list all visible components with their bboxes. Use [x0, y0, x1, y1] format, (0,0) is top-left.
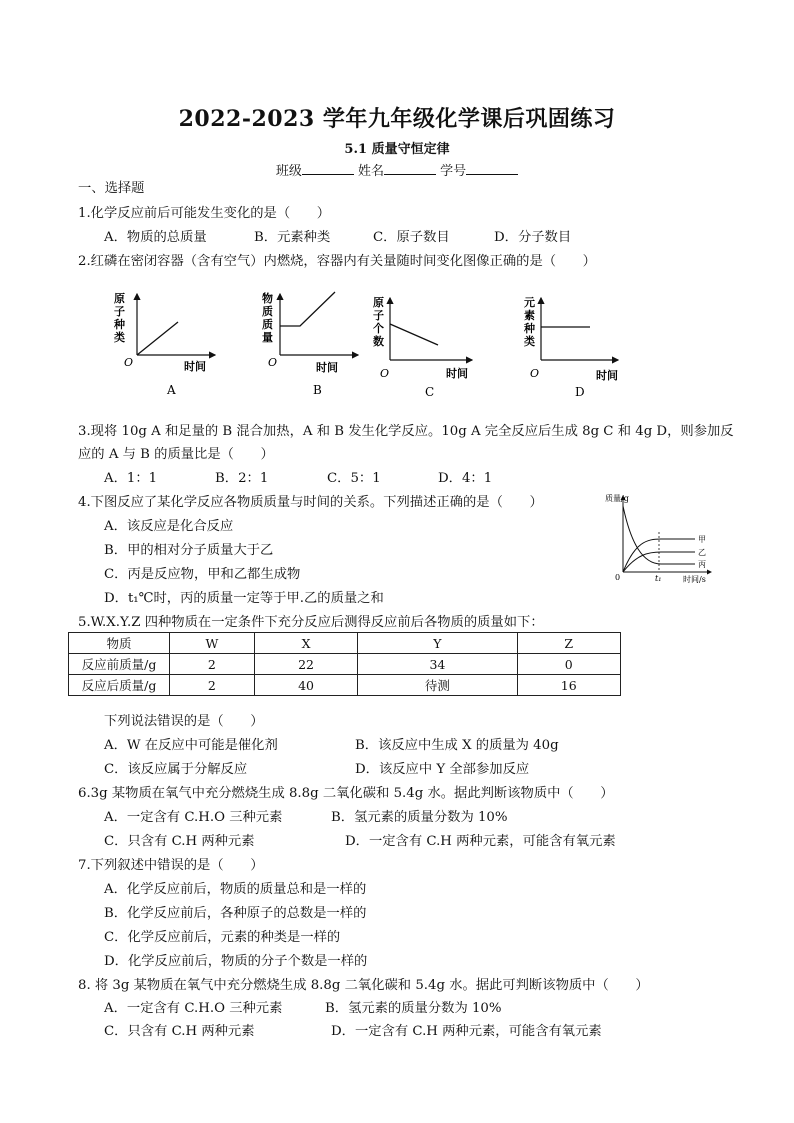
q2-stem: 2.红磷在密闭容器（含有空气）内燃烧，容器内有关量随时间变化图像正确的是（ ）	[78, 254, 596, 269]
table-cell: 反应前质量/g	[69, 654, 170, 675]
q4-chart-ylabel: 质量/g	[605, 494, 629, 503]
q1-option-c[interactable]: C．原子数目	[373, 230, 450, 245]
series-yi-label: 乙	[698, 548, 706, 557]
table-header-cell: 物质	[69, 633, 170, 654]
table-cell: 16	[517, 675, 621, 696]
name-label: 姓名	[357, 164, 384, 179]
graph-a-line	[137, 322, 178, 355]
q4-chart-xlabel: 时间/s	[683, 575, 706, 584]
graph-d-ylabel-2: 素	[524, 309, 535, 322]
graph-c-origin: O	[380, 367, 390, 380]
table-cell: 34	[358, 654, 517, 675]
graph-b[interactable]	[262, 291, 358, 397]
graph-a-ylabel-1: 原	[114, 292, 125, 305]
table-cell: 40	[254, 675, 357, 696]
series-bing-label: 丙	[698, 560, 706, 569]
q3-option-a[interactable]: A．1：1	[104, 471, 158, 486]
graph-d-ylabel-4: 类	[524, 335, 535, 348]
q4-option-a[interactable]: A．该反应是化合反应	[104, 519, 234, 534]
q7-stem: 7.下列叙述中错误的是（ ）	[78, 858, 264, 873]
q7-option-b[interactable]: B．化学反应前后，各种原子的总数是一样的	[104, 906, 367, 921]
q3-stem-line2: 应的 A 与 B 的质量比是（ ）	[78, 447, 274, 462]
graph-d[interactable]	[523, 295, 618, 399]
graph-c-ylabel-3: 个	[373, 322, 384, 335]
table-cell: 22	[254, 654, 357, 675]
q5-prompt: 下列说法错误的是（ ）	[104, 714, 264, 729]
graph-b-ylabel-2: 质	[262, 305, 273, 318]
q2-graphs	[0, 284, 794, 424]
id-blank[interactable]	[466, 162, 518, 175]
q4-chart-t1: t₁	[655, 574, 662, 583]
q1-option-b[interactable]: B．元素种类	[254, 230, 331, 245]
graph-d-ylabel-1: 元	[524, 296, 535, 309]
q3-stem-line1: 3.现将 10g A 和足量的 B 混合加热，A 和 B 发生化学反应。10g A 完全反应后生成 8g C 和 4g D，则参加反	[78, 424, 734, 439]
graph-d-origin: O	[530, 367, 540, 380]
q7-option-d[interactable]: D．化学反应前后，物质的分子个数是一样的	[104, 954, 368, 969]
q5-table	[68, 632, 621, 696]
table-cell: 待测	[358, 675, 517, 696]
q5-option-b[interactable]: B．该反应中生成 X 的质量为 40g	[355, 738, 559, 753]
q4-chart	[605, 492, 715, 587]
id-label: 学号	[440, 164, 467, 179]
section-heading: 一、选择题	[78, 181, 145, 196]
graph-b-xlabel: 时间	[316, 361, 338, 374]
graph-c-ylabel-4: 数	[373, 335, 384, 348]
table-row	[69, 654, 621, 675]
graph-a-ylabel-2: 子	[114, 305, 125, 318]
graph-a[interactable]	[113, 291, 215, 397]
graph-b-ylabel-1: 物	[262, 292, 273, 305]
q1-option-d[interactable]: D．分子数目	[494, 230, 572, 245]
q7-option-a[interactable]: A．化学反应前后，物质的质量总和是一样的	[104, 882, 367, 897]
student-info-line	[0, 160, 794, 179]
table-cell: 2	[170, 675, 255, 696]
class-label: 班级	[275, 164, 302, 179]
table-header-cell: X	[254, 633, 357, 654]
graph-a-origin: O	[124, 356, 134, 369]
q8-stem: 8. 将 3g 某物质在氧气中充分燃烧生成 8.8g 二氧化碳和 5.4g 水。据此可判断该物质中（ ）	[78, 978, 649, 993]
class-blank[interactable]	[302, 162, 354, 175]
q8-option-b[interactable]: B．氢元素的质量分数为 10%	[325, 1001, 502, 1016]
table-cell: 反应后质量/g	[69, 675, 170, 696]
graph-b-origin: O	[268, 356, 278, 369]
graph-c[interactable]	[373, 295, 472, 399]
graph-a-ylabel-3: 种	[114, 318, 125, 331]
graph-d-ylabel-3: 种	[524, 322, 535, 335]
q8-option-a[interactable]: A．一定含有 C.H.O 三种元素	[104, 1001, 283, 1016]
graph-a-ylabel-4: 类	[114, 331, 125, 344]
q7-option-c[interactable]: C．化学反应前后，元素的种类是一样的	[104, 930, 341, 945]
q6-option-c[interactable]: C．只含有 C.H 两种元素	[104, 834, 255, 849]
q5-option-a[interactable]: A．W 在反应中可能是催化剂	[104, 738, 278, 753]
q5-option-c[interactable]: C．该反应属于分解反应	[104, 762, 248, 777]
q6-option-a[interactable]: A．一定含有 C.H.O 三种元素	[104, 810, 283, 825]
page-title: 2022-2023 学年九年级化学课后巩固练习	[178, 106, 616, 132]
q4-chart-origin: 0	[615, 573, 621, 582]
graph-b-caption: B	[313, 383, 322, 397]
q4-option-c[interactable]: C．丙是反应物，甲和乙都生成物	[104, 567, 301, 582]
table-cell: 2	[170, 654, 255, 675]
graph-b-line	[280, 292, 335, 326]
q3-option-b[interactable]: B．2：1	[215, 471, 269, 486]
q1-stem: 1.化学反应前后可能发生变化的是（ ）	[78, 206, 331, 221]
series-bing-line	[623, 506, 695, 564]
q6-option-b[interactable]: B．氢元素的质量分数为 10%	[331, 810, 508, 825]
q8-option-d[interactable]: D．一定含有 C.H 两种元素，可能含有氧元素	[331, 1024, 602, 1039]
graph-c-ylabel-2: 子	[373, 309, 384, 322]
graph-a-xlabel: 时间	[184, 360, 206, 373]
graph-b-ylabel-4: 量	[262, 331, 273, 344]
table-header-cell: W	[170, 633, 255, 654]
q8-option-c[interactable]: C．只含有 C.H 两种元素	[104, 1024, 255, 1039]
q1-option-a[interactable]: A．物质的总质量	[104, 230, 207, 245]
q3-option-d[interactable]: D．4：1	[438, 471, 493, 486]
q5-option-d[interactable]: D．该反应中 Y 全部参加反应	[355, 762, 530, 777]
q3-option-c[interactable]: C．5：1	[327, 471, 381, 486]
series-jia-line	[623, 539, 695, 572]
series-jia-label: 甲	[698, 535, 706, 544]
q4-option-d[interactable]: D．t₁℃时，丙的质量一定等于甲.乙的质量之和	[104, 591, 384, 606]
graph-a-caption: A	[167, 383, 176, 397]
table-header-cell: Z	[517, 633, 621, 654]
q5-stem: 5.W.X.Y.Z 四种物质在一定条件下充分反应后测得反应前后各物质的质量如下：	[78, 615, 544, 630]
table-header-row	[69, 633, 621, 654]
q6-stem: 6.3g 某物质在氧气中充分燃烧生成 8.8g 二氧化碳和 5.4g 水。据此判断该物质中（ ）	[78, 786, 614, 801]
graph-b-ylabel-3: 质	[262, 318, 273, 331]
graph-c-line	[390, 324, 438, 345]
graph-c-caption: C	[425, 385, 435, 399]
graph-d-caption: D	[575, 385, 585, 399]
name-blank[interactable]	[384, 162, 436, 175]
page-subtitle: 5.1 质量守恒定律	[344, 142, 450, 157]
table-cell: 0	[517, 654, 621, 675]
table-header-cell: Y	[358, 633, 517, 654]
q4-option-b[interactable]: B．甲的相对分子质量大于乙	[104, 543, 274, 558]
graph-c-ylabel-1: 原	[373, 296, 384, 309]
table-row	[69, 675, 621, 696]
q6-option-d[interactable]: D．一定含有 C.H 两种元素，可能含有氧元素	[345, 834, 616, 849]
q4-stem: 4.下图反应了某化学反应各物质质量与时间的关系。下列描述正确的是（ ）	[78, 495, 543, 510]
graph-d-xlabel: 时间	[596, 369, 618, 382]
graph-c-xlabel: 时间	[446, 367, 468, 380]
